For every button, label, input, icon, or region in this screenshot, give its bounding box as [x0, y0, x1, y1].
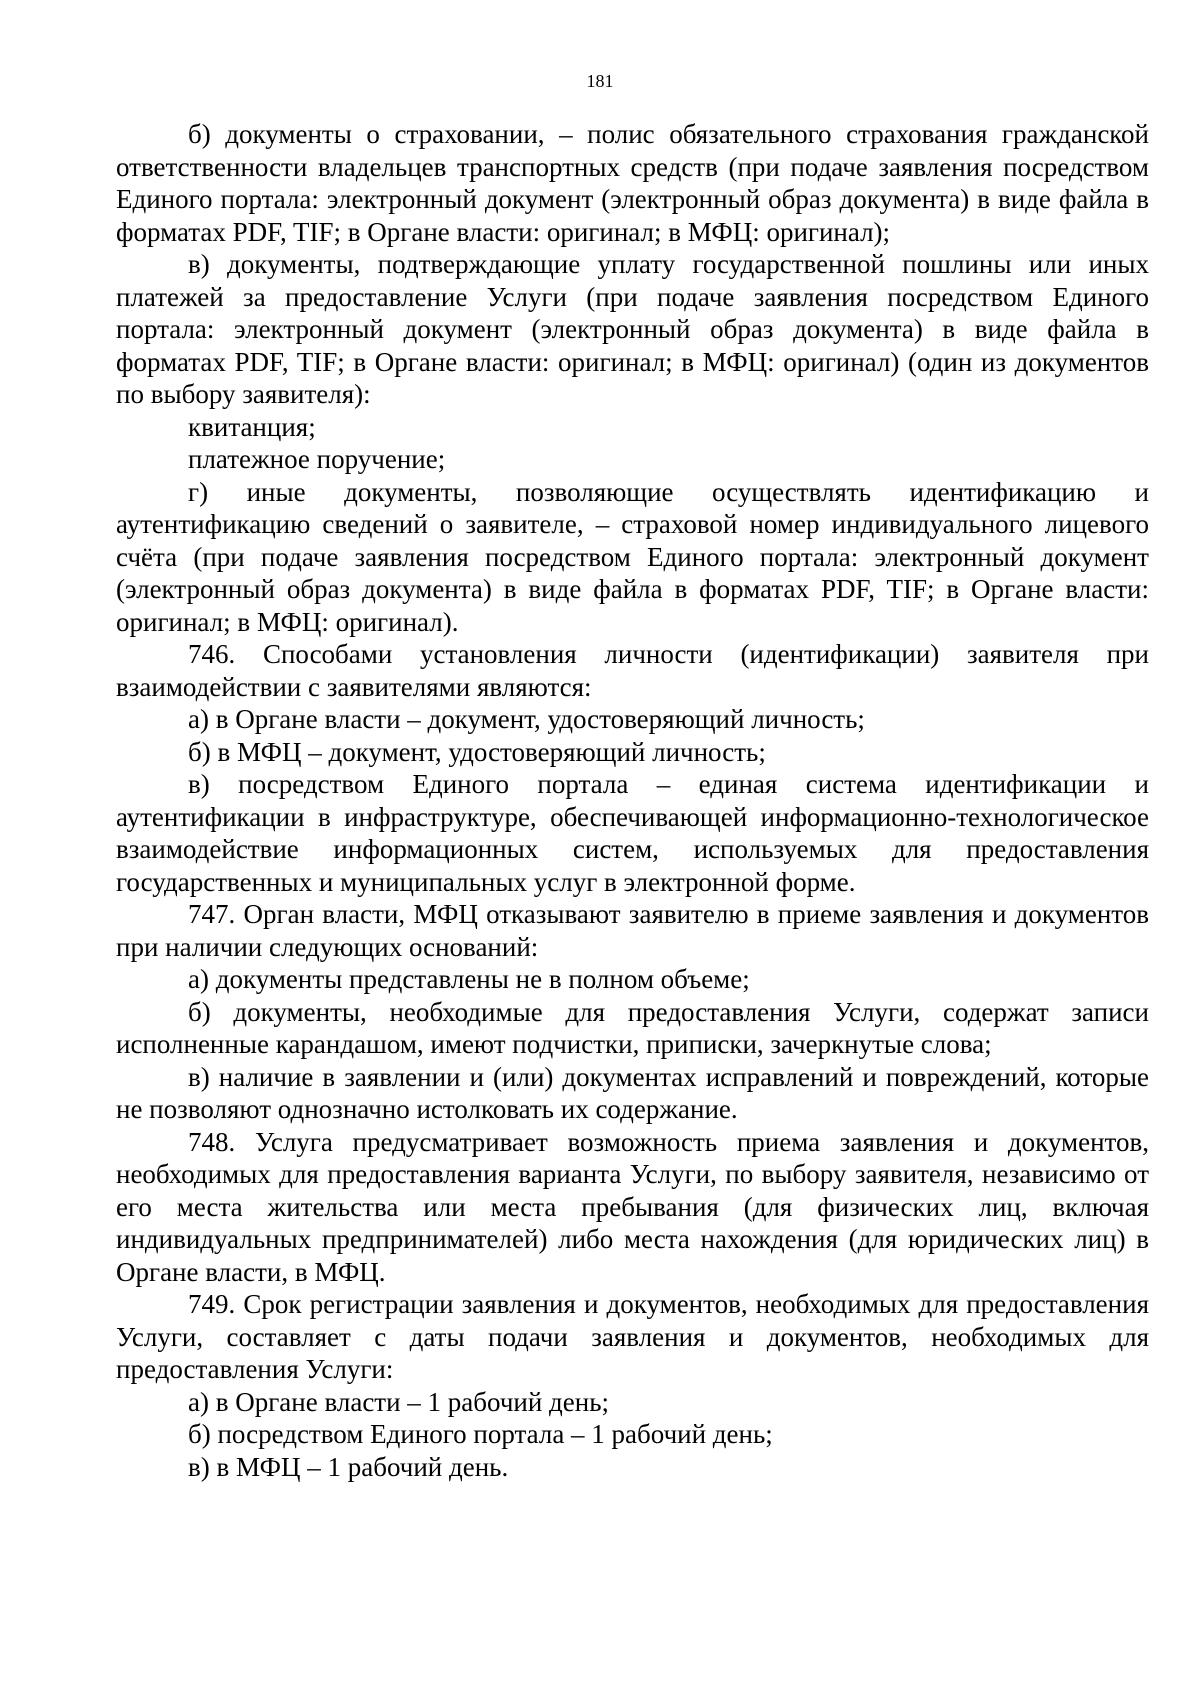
- paragraph-746: 746. Способами установления личности (идентификации) заявителя при взаимодействии с заявителями являются:: [116, 639, 1149, 702]
- paragraph-746-a: а) в Органе власти – документ, удостоверяющий личность;: [188, 704, 865, 734]
- paragraph-746-b: б) в МФЦ – документ, удостоверяющий личность;: [188, 736, 766, 767]
- paragraph-other-identification-documents: г) иные документы, позволяющие осуществлять идентификацию и аутентификацию сведений о заявителе, – страховой номер индивидуального лицевого счёта (при подаче заявления посредством Единого портала: электронный документ (электронный образ документа) в виде файла в форматах PDF, TIF; в Органе власти: оригинал; в МФЦ: оригинал).: [116, 476, 1149, 637]
- paragraph-fee-payment-documents: в) документы, подтверждающие уплату государственной пошлины или иных платежей за предоставление Услуги (при подаче заявления посредством Единого портала: электронный документ (электронный образ документа) в виде файла в форматах PDF, TIF; в Органе власти: оригинал; в МФЦ: оригинал) (один из документов по выбору заявителя):: [116, 249, 1149, 409]
- paragraph-747-c: в) наличие в заявлении и (или) документах исправлений и повреждений, которые не позволяют однозначно истолковать их содержание.: [116, 1061, 1149, 1124]
- document-body: [116, 118, 1149, 1483]
- paragraph-749-b: б) посредством Единого портала – 1 рабочий день;: [188, 1419, 773, 1449]
- paragraph-insurance-documents: б) документы о страховании, – полис обязательного страхования гражданской ответственности владельцев транспортных средств (при подаче заявления посредством Единого портала: электронный документ (электронный образ документа) в виде файла в форматах PDF, TIF; в Органе власти: оригинал; в МФЦ: оригинал);: [116, 119, 1149, 247]
- paragraph-payment-order: платежное поручение;: [188, 444, 446, 474]
- paragraph-749-c: в) в МФЦ – 1 рабочий день.: [188, 1451, 509, 1482]
- paragraph-748: 748. Услуга предусматривает возможность приема заявления и документов, необходимых для предоставления варианта Услуги, по выбору заявителя, независимо от его места жительства или места пребывания (для физических лиц, включая индивидуальных предпринимателей) либо места нахождения (для юридических лиц) в Органе власти, в МФЦ.: [116, 1126, 1149, 1287]
- paragraph-747-a: а) документы представлены не в полном объеме;: [188, 964, 750, 994]
- page-number: 181: [586, 71, 614, 91]
- paragraph-749-a: а) в Органе власти – 1 рабочий день;: [188, 1386, 610, 1417]
- paragraph-receipt: квитанция;: [188, 411, 316, 442]
- paragraph-749: 749. Срок регистрации заявления и документов, необходимых для предоставления Услуги, составляет с даты подачи заявления и документов, необходимых для предоставления Услуги:: [116, 1289, 1149, 1384]
- paragraph-746-c: в) посредством Единого портала – единая система идентификации и аутентификации в инфраструктуре, обеспечивающей информационно-технологическое взаимодействие информационных систем, используемых для предоставления государственных и муниципальных услуг в электронной форме.: [116, 769, 1149, 897]
- paragraph-747: 747. Орган власти, МФЦ отказывают заявителю в приеме заявления и документов при наличии следующих оснований:: [116, 899, 1149, 962]
- paragraph-747-b: б) документы, необходимые для предоставления Услуги, содержат записи исполненные карандашом, имеют подчистки, приписки, зачеркнутые слова;: [116, 996, 1149, 1059]
